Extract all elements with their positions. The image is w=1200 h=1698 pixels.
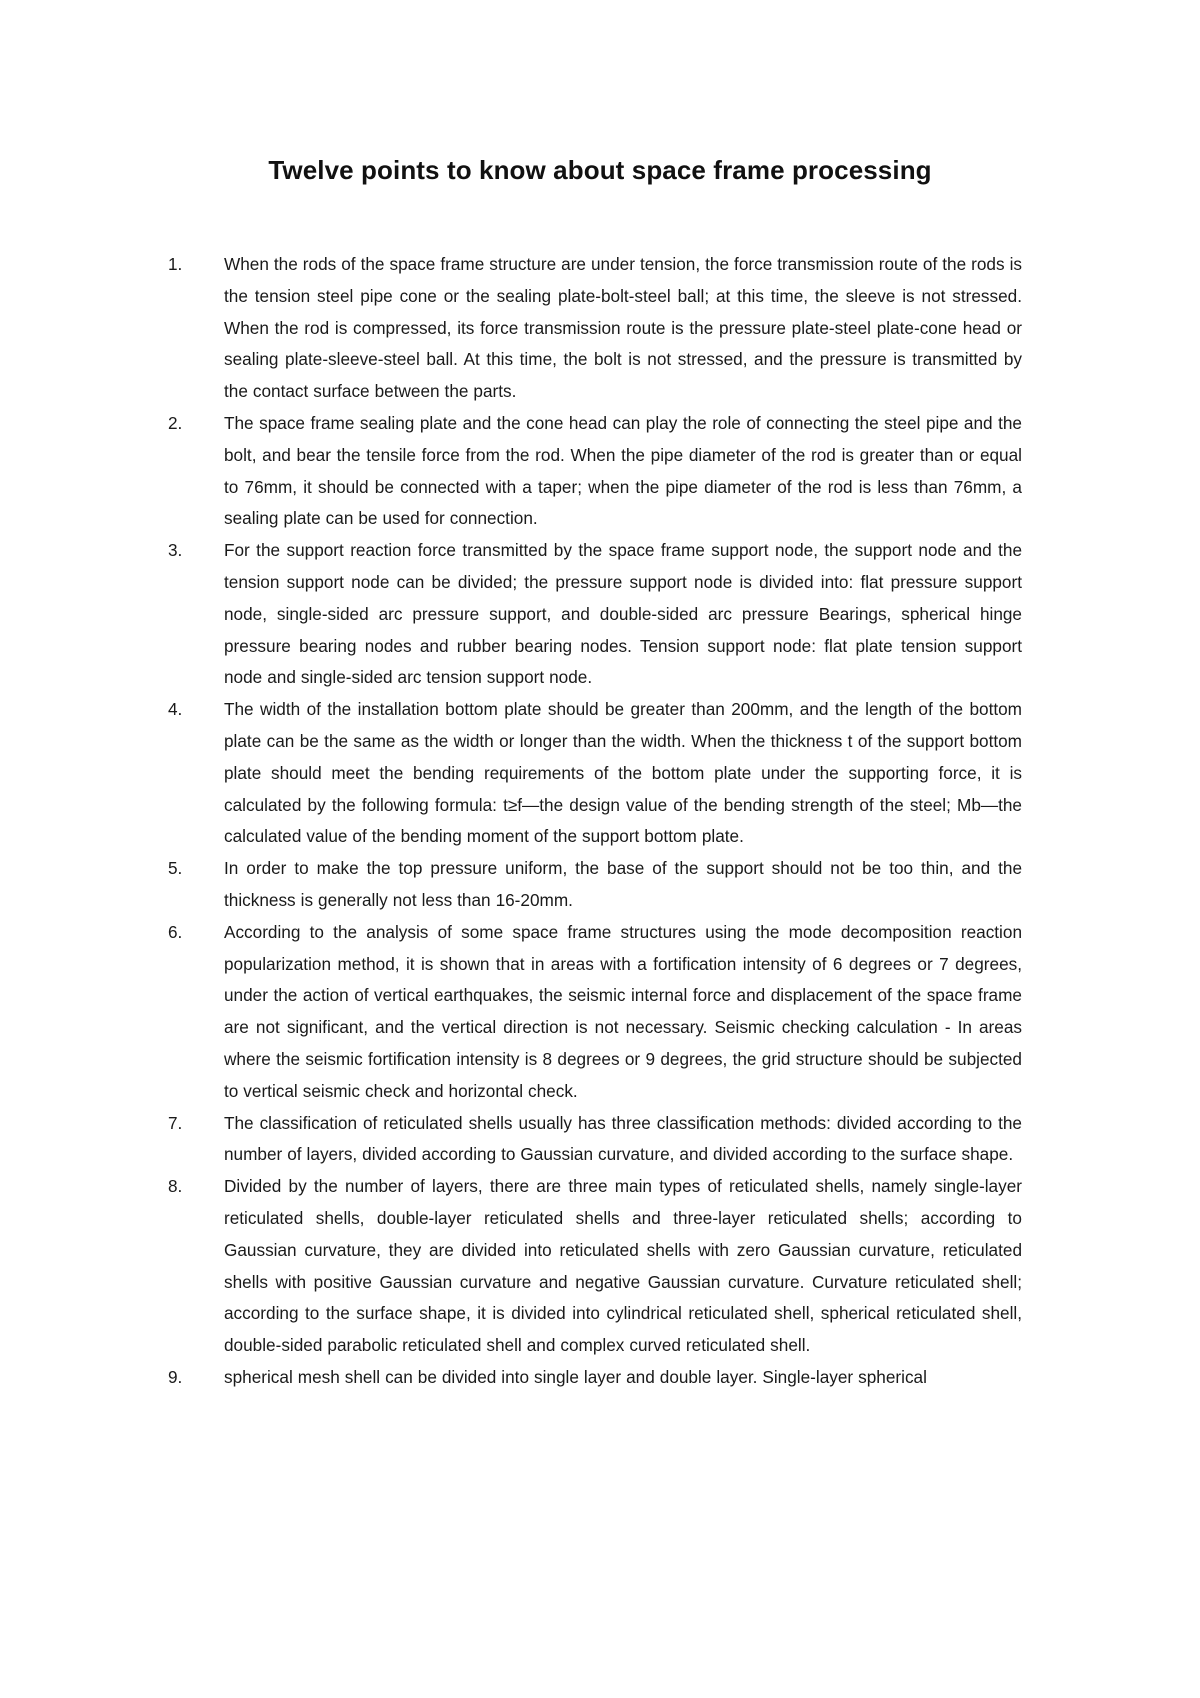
list-item [168,1108,1022,1172]
list-item [168,1171,1022,1362]
item-number: 8. [168,1176,183,1197]
item-text: The classification of reticulated shells usually has three classification methods: divided according to the number of layers, divided according to Gaussian curvature, and divided according to the surface shape. [224,1112,1022,1165]
list-item [168,408,1022,535]
item-text: The width of the installation bottom plate should be greater than 200mm, and the length of the bottom plate can be the same as the width or longer than the width. When the thickness t of the support bottom plate should meet the bending requirements of the bottom plate under the supporting force, it is calculated by the following formula: t≥f—the design value of the bending strength of the steel; Mb—the calculated value of the bending moment of the support bottom plate. [224,699,1022,847]
item-text: In order to make the top pressure uniform, the base of the support should not be too thin, and the thickness is generally not less than 16-20mm. [224,858,1022,910]
item-text: According to the analysis of some space frame structures using the mode decomposition reaction popularization method, it is shown that in areas with a fortification intensity of 6 degrees or 7 degrees, under the action of vertical earthquakes, the seismic internal force and displacement of the space frame are not significant, and the vertical direction is not necessary. Seismic checking calculation - In areas where the seismic fortification intensity is 8 degrees or 9 degrees, the grid structure should be subjected to vertical seismic check and horizontal check. [224,921,1022,1101]
item-number: 1. [168,254,183,274]
list-item [168,249,1022,408]
item-number: 5. [168,858,183,879]
list-item [168,917,1022,1108]
list-item [168,853,1022,917]
item-text: spherical mesh shell can be divided into single layer and double layer. Single-layer spherical [224,1366,927,1387]
numbered-list [168,249,1022,1394]
list-item [168,694,1022,853]
item-text: When the rods of the space frame structure are under tension, the force transmission route of the rods is the tension steel pipe cone or the sealing plate-bolt-steel ball; at this time, the sleeve is not stressed. When the rod is compressed, its force transmission route is the pressure plate-steel plate-cone head or sealing plate-sleeve-steel ball. At this time, the bolt is not stressed, and the pressure is transmitted by the contact surface between the parts. [224,254,1022,402]
item-number: 9. [168,1366,183,1387]
item-text: Divided by the number of layers, there are three main types of reticulated shells, namely single-layer reticulated shells, double-layer reticulated shells and three-layer reticulated shells; according to Gaussian curvature, they are divided into reticulated shells with zero Gaussian curvature, reticulated shells with positive Gaussian curvature and negative Gaussian curvature. Curvature reticulated shell; according to the surface shape, it is divided into cylindrical reticulated shell, spherical reticulated shell, double-sided parabolic reticulated shell and complex curved reticulated shell. [224,1176,1022,1356]
item-number: 2. [168,412,183,433]
item-number: 4. [168,699,183,720]
list-item [168,535,1022,694]
item-number: 6. [168,921,183,942]
item-text: For the support reaction force transmitted by the space frame support node, the support node and the tension support node can be divided; the pressure support node is divided into: flat pressure support node, single-sided arc pressure support, and double-sided arc pressure Bearings, spherical hinge pressure bearing nodes and rubber bearing nodes. Tension support node: flat plate tension support node and single-sided arc tension support node. [224,540,1022,688]
document-title: Twelve points to know about space frame processing [268,155,932,185]
item-number: 3. [168,540,183,561]
item-number: 7. [168,1112,183,1133]
item-text: The space frame sealing plate and the cone head can play the role of connecting the steel pipe and the bolt, and bear the tensile force from the rod. When the pipe diameter of the rod is greater than or equal to 76mm, it should be connected with a taper; when the pipe diameter of the rod is less than 76mm, a sealing plate can be used for connection. [224,412,1022,529]
list-item [168,1362,1022,1394]
